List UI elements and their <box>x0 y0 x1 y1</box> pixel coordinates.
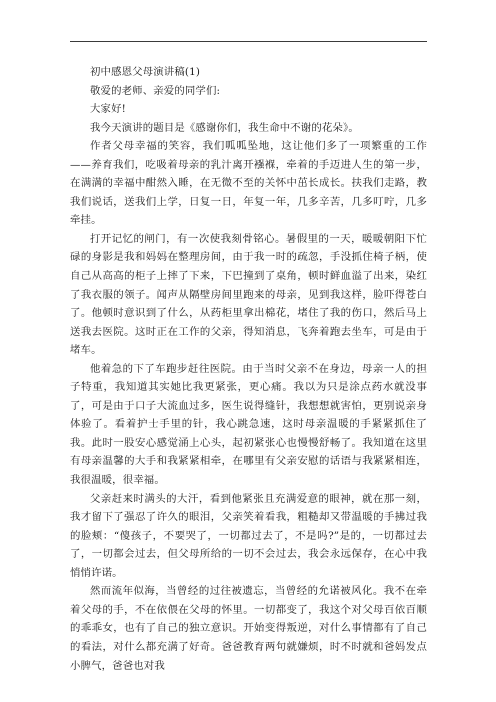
paragraph-4: 他着急的下了车跑步赶往医院。由于当时父亲不在身边，母亲一人的担子特重，我知道其实她比我更紧张，更心痛。我以为只是涂点药水就没事了，可是由于口子大流血过多，医生说得缝针，我想想就害怕，更别说亲身体验了。看着护士手里的针，我心跳急速，这时母亲温暖的手紧紧抓住了我。此时一股安心感觉涌上心头，起初紧张心也慢慢舒畅了。我知道在这里有母亲温馨的大手和我紧紧相牵，在哪里有父亲安慰的话语与我紧紧相连，我很温暖，很幸福。 <box>70 362 427 487</box>
document-body <box>70 63 427 675</box>
header-rule <box>70 41 427 42</box>
salutation: 敬爱的老师、亲爱的同学们: <box>90 84 221 97</box>
paragraph-5: 父亲赶来时满头的大汗，看到他紧张且充满爱意的眼神，就在那一刻，我才留下了强忍了许久的眼泪，父亲笑着看我，粗糙却又带温暖的手拂过我的脸颊：“傻孩子，不要哭了，一切都过去了，不是吗?”是的，一切都过去了，一切都会过去，但父母所给的一切不会过去，我会永远保存，在心中我悄悄许诺。 <box>70 492 427 579</box>
greeting: 大家好! <box>90 103 126 116</box>
document-title: 初中感恩父母演讲稿(1) <box>90 66 201 78</box>
paragraph-2: 作者父母幸福的笑容，我们呱呱坠地，这让他们多了一项繁重的工作——养育我们，吃吸着母亲的乳汁离开襁褓，牵着的手迈进人生的第一步，在满满的幸福中酣然入睡，在无微不至的关怀中茁长成长。扶我们走路，教我们说话，送我们上学，日复一日，年复一年，几多辛苦，几多叮咛，几多牵挂。 <box>70 140 427 227</box>
paragraph-6: 然而流年似海，当曾经的过往被遗忘，当曾经的允诺被风化。我不在牵着父母的手，不在依偎在父母的怀里。一切都变了，我这个对父母百依百顺的乖乖女，也有了自己的独立意识。开始变得叛逆，对什么事情都有了自己的看法，对什么都充满了好奇。爸爸教育两句就嫌烦，时不时就和爸妈发点小脾气，爸爸也对我 <box>70 585 427 672</box>
paragraph-3: 打开记忆的闸门，有一次使我刻骨铭心。暑假里的一天，暖暖朝阳下忙碌的身影是我和妈妈在整理房间，由于我一时的疏忽，手没抓住椅子柄，使自己从高高的柜子上摔了下来，下巴撞到了桌角，顿时鲜血溢了出来，染红了我衣服的领子。闻声从隔壁房间里跑来的母亲，见到我这样，脸吓得苍白了。他顿时意识到了什么，从药柜里拿出棉花，堵住了我的伤口，然后马上送我去医院。这时正在工作的父亲，得知消息，飞奔着跑去坐车，可是由于堵车。 <box>70 232 427 357</box>
paragraph-1: 我今天演讲的题目是《感谢你们，我生命中不谢的花朵》。 <box>90 121 359 134</box>
